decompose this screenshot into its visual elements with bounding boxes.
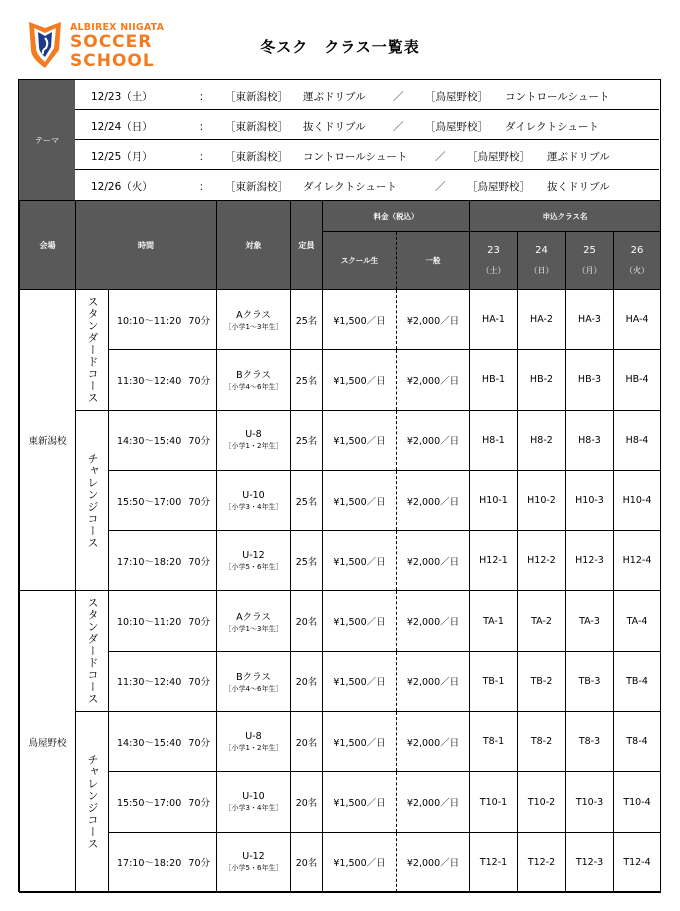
class-code: TA-3	[566, 591, 614, 651]
theme-drill-east: 運ぶドリブル	[303, 91, 366, 103]
theme-colon: ：	[199, 181, 210, 193]
course-name	[76, 591, 109, 712]
class-code: T12-4	[614, 832, 661, 892]
time-cell	[109, 772, 217, 832]
capacity: 20名	[291, 832, 323, 892]
theme-drill-toyano: コントロールシュート	[505, 91, 610, 103]
capacity: 20名	[291, 591, 323, 651]
time-range: 10:10〜11:20	[117, 617, 182, 629]
time-range: 10:10〜11:20	[117, 315, 182, 327]
table-row	[20, 651, 661, 711]
fee-school: ¥1,500／日	[323, 591, 397, 651]
target-grade: ［小学1〜3年生］	[224, 624, 283, 633]
class-code: HA-1	[470, 290, 518, 350]
duration: 70分	[188, 556, 210, 568]
capacity: 25名	[291, 470, 323, 530]
logo-school-text: SCHOOL	[70, 51, 155, 71]
theme-drill-toyano: 抜くドリブル	[547, 181, 610, 193]
table-row	[20, 832, 661, 892]
campus-name: 鳥屋野校	[20, 591, 76, 892]
target-class: U-10	[242, 489, 265, 501]
target-grade: ［小学3・4年生］	[224, 502, 283, 511]
course-name	[76, 712, 109, 893]
header-day: 23 （土）	[470, 232, 518, 290]
class-code: T8-3	[566, 712, 614, 772]
theme-campus-east: ［東新潟校］	[225, 121, 288, 133]
duration: 70分	[188, 436, 210, 448]
fee-general: ¥2,000／日	[397, 832, 470, 892]
target-grade: ［小学1・2年生］	[224, 442, 283, 451]
class-code: H12-1	[470, 531, 518, 591]
theme-separator: ／	[393, 121, 404, 133]
class-code: H10-3	[566, 470, 614, 530]
capacity: 20名	[291, 772, 323, 832]
fee-school: ¥1,500／日	[323, 712, 397, 772]
duration: 70分	[188, 858, 210, 870]
table-row	[20, 712, 661, 772]
target-class: Bクラス	[236, 671, 271, 683]
course-label: チャレンジコース	[86, 754, 99, 851]
theme-campus-toyano: ［鳥屋野校］	[467, 151, 530, 163]
class-code: HB-1	[470, 350, 518, 410]
course-name	[76, 410, 109, 591]
target-class: U-8	[245, 730, 262, 742]
capacity: 25名	[291, 290, 323, 350]
fee-general: ¥2,000／日	[397, 531, 470, 591]
theme-drill-toyano: ダイレクトシュート	[505, 121, 599, 133]
class-code: H10-1	[470, 470, 518, 530]
course-label: スタンダードコース	[86, 597, 99, 706]
class-code: TB-4	[614, 651, 661, 711]
class-code: T8-1	[470, 712, 518, 772]
target-class: Bクラス	[236, 370, 271, 382]
theme-section	[19, 80, 659, 200]
header-day: 25 （月）	[566, 232, 614, 290]
class-code: HB-3	[566, 350, 614, 410]
table-row	[20, 772, 661, 832]
theme-campus-toyano: ［鳥屋野校］	[467, 181, 530, 193]
target-class: Aクラス	[236, 611, 271, 623]
fee-school: ¥1,500／日	[323, 350, 397, 410]
time-cell	[109, 832, 217, 892]
class-code: H12-4	[614, 531, 661, 591]
course-label: チャレンジコース	[86, 452, 99, 549]
class-code: T8-4	[614, 712, 661, 772]
fee-school: ¥1,500／日	[323, 470, 397, 530]
target-grade: ［小学1〜3年生］	[224, 323, 283, 332]
table-row	[20, 410, 661, 470]
class-code: TA-4	[614, 591, 661, 651]
class-code: HB-2	[518, 350, 566, 410]
table-row	[20, 531, 661, 591]
class-code: T10-3	[566, 772, 614, 832]
target-class: U-12	[242, 549, 265, 561]
class-code: H12-2	[518, 531, 566, 591]
duration: 70分	[188, 798, 210, 810]
target-class: U-8	[245, 429, 262, 441]
time-range: 11:30〜12:40	[117, 677, 182, 689]
table-row	[20, 591, 661, 651]
header-day: 26 （火）	[614, 232, 661, 290]
fee-general: ¥2,000／日	[397, 410, 470, 470]
target-class: U-12	[242, 851, 265, 863]
target-grade: ［小学5・6年生］	[224, 864, 283, 873]
class-code: H10-2	[518, 470, 566, 530]
table-row	[20, 290, 661, 350]
header-classes: 申込クラス名	[470, 201, 661, 232]
logo-soccer-text: SOCCER	[70, 32, 153, 52]
theme-separator: ／	[435, 181, 446, 193]
header-target: 対象	[217, 201, 291, 290]
theme-date: 12/24（日）	[91, 121, 153, 133]
time-range: 15:50〜17:00	[117, 496, 182, 508]
table-row	[20, 350, 661, 410]
class-code: HA-3	[566, 290, 614, 350]
class-code: T12-2	[518, 832, 566, 892]
capacity: 25名	[291, 350, 323, 410]
class-code: HB-4	[614, 350, 661, 410]
class-code: H10-4	[614, 470, 661, 530]
time-cell	[109, 410, 217, 470]
target-grade: ［小学4〜6年生］	[224, 383, 283, 392]
time-cell	[109, 290, 217, 350]
target-grade: ［小学3・4年生］	[224, 804, 283, 813]
class-code: TB-1	[470, 651, 518, 711]
theme-row	[75, 170, 659, 200]
header-time: 時間	[76, 201, 217, 290]
theme-row	[75, 110, 659, 140]
class-code: H8-4	[614, 410, 661, 470]
theme-date: 12/25（月）	[91, 151, 153, 163]
fee-general: ¥2,000／日	[397, 290, 470, 350]
target-cell	[217, 772, 291, 832]
theme-campus-east: ［東新潟校］	[225, 91, 288, 103]
target-cell	[217, 832, 291, 892]
time-range: 15:50〜17:00	[117, 798, 182, 810]
theme-separator: ／	[435, 151, 446, 163]
time-range: 17:10〜18:20	[117, 858, 182, 870]
class-code: H12-3	[566, 531, 614, 591]
theme-row	[75, 140, 659, 170]
theme-row	[75, 80, 659, 110]
class-list-frame	[18, 79, 661, 892]
target-grade: ［小学4〜6年生］	[224, 684, 283, 693]
theme-campus-east: ［東新潟校］	[225, 151, 288, 163]
time-cell	[109, 651, 217, 711]
capacity: 25名	[291, 410, 323, 470]
target-cell	[217, 350, 291, 410]
class-code: HA-2	[518, 290, 566, 350]
class-code: T10-2	[518, 772, 566, 832]
fee-general: ¥2,000／日	[397, 772, 470, 832]
theme-date: 12/23（土）	[91, 91, 153, 103]
duration: 70分	[188, 677, 210, 689]
campus-name: 東新潟校	[20, 290, 76, 591]
theme-label: テーマ	[19, 80, 75, 200]
fee-school: ¥1,500／日	[323, 772, 397, 832]
duration: 70分	[188, 315, 210, 327]
fee-general: ¥2,000／日	[397, 350, 470, 410]
course-label: スタンダードコース	[86, 295, 99, 404]
header-day: 24 （日）	[518, 232, 566, 290]
class-code: TB-3	[566, 651, 614, 711]
class-table	[19, 200, 661, 893]
time-cell	[109, 350, 217, 410]
table-row	[20, 470, 661, 530]
class-code: H8-1	[470, 410, 518, 470]
time-cell	[109, 712, 217, 772]
class-code: TA-1	[470, 591, 518, 651]
theme-drill-east: 抜くドリブル	[303, 121, 366, 133]
header-campus: 会場	[20, 201, 76, 290]
theme-date: 12/26（火）	[91, 181, 153, 193]
theme-colon: ：	[199, 121, 210, 133]
theme-colon: ：	[199, 91, 210, 103]
target-class: U-10	[242, 791, 265, 803]
target-cell	[217, 470, 291, 530]
target-cell	[217, 531, 291, 591]
theme-campus-toyano: ［鳥屋野校］	[425, 91, 488, 103]
capacity: 20名	[291, 651, 323, 711]
fee-general: ¥2,000／日	[397, 651, 470, 711]
duration: 70分	[188, 496, 210, 508]
duration: 70分	[188, 375, 210, 387]
header-fee-general: 一般	[397, 232, 470, 290]
time-cell	[109, 470, 217, 530]
time-cell	[109, 591, 217, 651]
fee-general: ¥2,000／日	[397, 591, 470, 651]
target-cell	[217, 290, 291, 350]
target-grade: ［小学5・6年生］	[224, 562, 283, 571]
target-cell	[217, 410, 291, 470]
page-title: 冬スク クラス一覧表	[260, 38, 420, 56]
time-range: 14:30〜15:40	[117, 737, 182, 749]
header-capacity: 定員	[291, 201, 323, 290]
time-range: 11:30〜12:40	[117, 375, 182, 387]
target-cell	[217, 591, 291, 651]
theme-separator: ／	[393, 91, 404, 103]
target-cell	[217, 651, 291, 711]
time-range: 14:30〜15:40	[117, 436, 182, 448]
class-code: T12-3	[566, 832, 614, 892]
course-name	[76, 290, 109, 411]
theme-campus-east: ［東新潟校］	[225, 181, 288, 193]
target-class: Aクラス	[236, 310, 271, 322]
duration: 70分	[188, 737, 210, 749]
fee-school: ¥1,500／日	[323, 651, 397, 711]
class-code: T8-2	[518, 712, 566, 772]
class-code: H8-3	[566, 410, 614, 470]
time-range: 17:10〜18:20	[117, 556, 182, 568]
fee-school: ¥1,500／日	[323, 531, 397, 591]
fee-school: ¥1,500／日	[323, 832, 397, 892]
header-fee: 料金（税込）	[323, 201, 470, 232]
class-code: TB-2	[518, 651, 566, 711]
class-code: T10-1	[470, 772, 518, 832]
fee-general: ¥2,000／日	[397, 470, 470, 530]
theme-colon: ：	[199, 151, 210, 163]
class-code: H8-2	[518, 410, 566, 470]
class-code: TA-2	[518, 591, 566, 651]
fee-general: ¥2,000／日	[397, 712, 470, 772]
theme-drill-toyano: 運ぶドリブル	[547, 151, 610, 163]
fee-school: ¥1,500／日	[323, 410, 397, 470]
target-cell	[217, 712, 291, 772]
fee-school: ¥1,500／日	[323, 290, 397, 350]
class-code: T12-1	[470, 832, 518, 892]
target-grade: ［小学1・2年生］	[224, 743, 283, 752]
class-code: T10-4	[614, 772, 661, 832]
capacity: 25名	[291, 531, 323, 591]
theme-drill-east: コントロールシュート	[303, 151, 408, 163]
duration: 70分	[188, 617, 210, 629]
time-cell	[109, 531, 217, 591]
theme-campus-toyano: ［鳥屋野校］	[425, 121, 488, 133]
header-fee-school: スクール生	[323, 232, 397, 290]
theme-drill-east: ダイレクトシュート	[303, 181, 397, 193]
logo-club-name: ALBIREX NIIGATA	[70, 22, 165, 33]
class-code: HA-4	[614, 290, 661, 350]
capacity: 20名	[291, 712, 323, 772]
